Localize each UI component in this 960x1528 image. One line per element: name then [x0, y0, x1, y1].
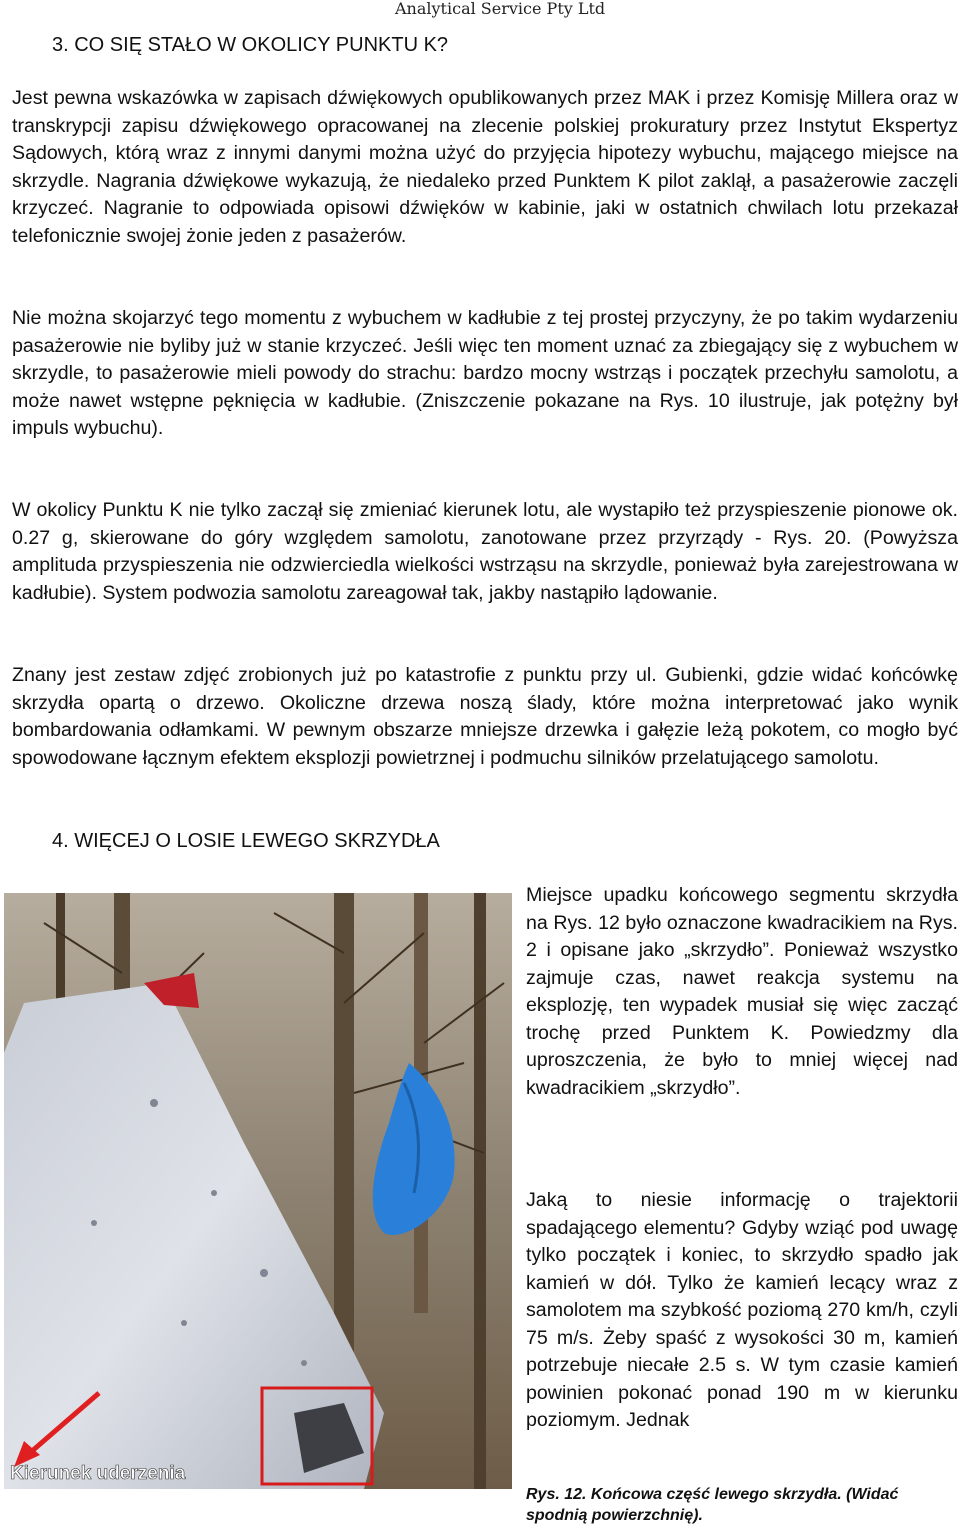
- section-3-paragraph-4: Znany jest zestaw zdjęć zrobionych już po katastrofie z punktu przy ul. Gubienki, gdzie widać końcówkę skrzydła opartą o drzewo. Okoliczne drzewa noszą ślady, które można interpretować jako wynik bombardowania odłamkami. W pewnym obszarze mniejsze drzewka i gałęzie leżą pokotem, co mogło być spowodowane łącznym efektem eksplozji powietrznej i podmuchu silników przelatującego samolotu.: [12, 664, 958, 769]
- section-4-heading: 4. WIĘCEJ O LOSIE LEWEGO SKRZYDŁA: [52, 830, 440, 852]
- page-header-company: Analytical Service Pty Ltd: [395, 0, 606, 18]
- figure-12-caption: Rys. 12. Końcowa część lewego skrzydła. (Widać spodnią powierzchnię).: [526, 1486, 899, 1524]
- section-3-heading: 3. CO SIĘ STAŁO W OKOLICY PUNKTU K?: [52, 34, 449, 56]
- section-3-paragraph-2: Nie można skojarzyć tego momentu z wybuchem w kadłubie z tej prostej przyczyny, że po takim wydarzeniu pasażerowie nie byliby już w stanie krzyczeć. Jeśli więc ten moment uznać za zbiegający się z wybuchem w skrzydle, to pasażerowie mieli powody do strachu: bardzo mocny wstrząs i początek przechyłu samolotu, a może nawet wstępne pęknięcia w kadłubie. (Zniszczenie pokazane na Rys. 10 ilustruje, jak potężny był impuls wybuchu).: [12, 307, 958, 439]
- section-4-side-paragraph-2: Jaką to niesie informację o trajektorii spadającego elementu? Gdyby wziąć pod uwagę tylko początek i koniec, to skrzydło spadło jak kamień w dół. Tylko że kamień lecący wraz z samolotem ma szybkość poziomą 270 km/h, czyli 75 m/s. Żeby spaść z wysokości 30 m, kamień potrzebuje niecałe 2.5 s. W tym czasie kamień powinien pokonać ponad 190 m w kierunku poziomym. Jednak: [526, 1189, 958, 1431]
- wing-fragment-photo: [4, 893, 512, 1489]
- impact-direction-label: Kierunek uderzenia: [10, 1463, 186, 1484]
- section-4-side-paragraph-1: Miejsce upadku końcowego segmentu skrzydła na Rys. 12 było oznaczone kwadracikiem na Rys. 2 i opisane jako „skrzydło”. Ponieważ wszystko zajmuje czas, nawet reakcja systemu na eksplozję, ten wypadek musiał się więc zacząć trochę przed Punktem K. Powiedzmy dla uproszczenia, że było to mniej więcej nad kwadracikiem „skrzydło”.: [526, 884, 958, 1099]
- section-3-paragraph-3: W okolicy Punktu K nie tylko zaczął się zmieniać kierunek lotu, ale wystapiło też przyspieszenie pionowe ok. 0.27 g, skierowane do góry względem samolotu, zanotowane przez przyrządy - Rys. 20. (Powyższa amplituda przyspieszenia nie odzwierciedla wielkości wstrząsu na skrzydle, ponieważ była zarejestrowana w kadłubie). System podwozia samolotu zareagował tak, jakby nastąpiło lądowanie.: [12, 499, 958, 604]
- section-3-paragraph-1: Jest pewna wskazówka w zapisach dźwiękowych opublikowanych przez MAK i przez Komisję Millera oraz w transkrypcji zapisu dźwiękowego opracowanej na zlecenie polskiej prokuratury przez Instytut Ekspertyz Sądowych, którą wraz z innymi danymi można użyć do przyjęcia hipotezy wybuchu, mającego miejsce na skrzydle. Nagrania dźwiękowe wykazują, że niedaleko przed Punktem K pilot zaklął, a pasażerowie zaczęli krzyczeć. Nagranie to odpowiada opisowi dźwięków w kabinie, jaki w ostatnich chwilach lotu przekazał telefonicznie swojej żonie jeden z pasażerów.: [12, 87, 958, 247]
